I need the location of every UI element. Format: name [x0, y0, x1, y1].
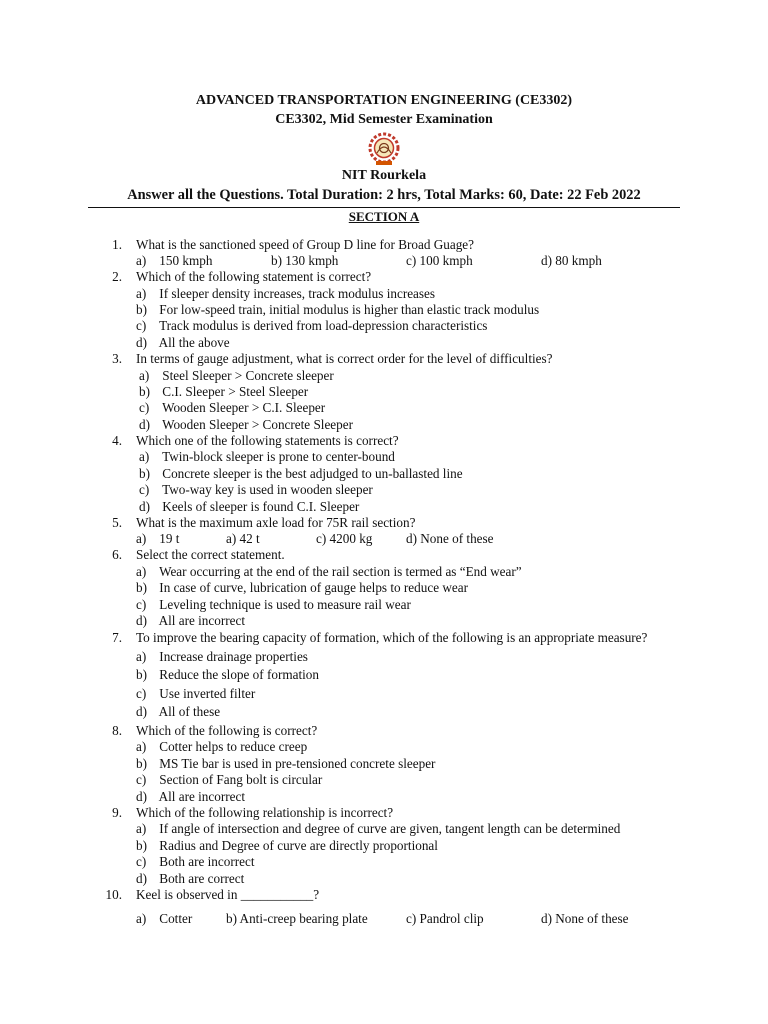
option: c) Track modulus is derived from load-depression characteristics: [136, 318, 488, 333]
option: b) For low-speed train, initial modulus is higher than elastic track modulus: [136, 302, 540, 317]
option: c) Both are incorrect: [136, 854, 255, 869]
option: b) 130 kmph: [271, 253, 339, 268]
option: d) All are incorrect: [136, 789, 245, 804]
question-number: 7.: [112, 630, 122, 645]
option: c) Wooden Sleeper > C.I. Sleeper: [139, 400, 326, 415]
question-text: What is the sanctioned speed of Group D line for Broad Guage?: [136, 237, 475, 252]
header-divider: [88, 207, 680, 208]
option: a) If angle of intersection and degree of curve are given, tangent length can be determined: [136, 821, 621, 836]
option: a) Cotter helps to reduce creep: [136, 739, 308, 754]
option: a) Cotter: [136, 911, 193, 926]
question-text: Select the correct statement.: [136, 547, 285, 562]
question-text: To improve the bearing capacity of formation, which of the following is an appropriate measure?: [136, 630, 648, 645]
question-number: 2.: [112, 269, 122, 284]
option: c) Two-way key is used in wooden sleeper: [139, 482, 373, 497]
option: a) If sleeper density increases, track modulus increases: [136, 286, 436, 301]
question-text: Which of the following statement is correct?: [136, 269, 372, 284]
option: c) Section of Fang bolt is circular: [136, 772, 323, 787]
option: b) Radius and Degree of curve are directly proportional: [136, 838, 438, 853]
question-text: In terms of gauge adjustment, what is correct order for the level of difficulties?: [136, 351, 553, 366]
option: c) Pandrol clip: [406, 911, 484, 926]
option: d) 80 kmph: [541, 253, 602, 268]
option: d) All of these: [136, 704, 221, 719]
question-text: Which of the following is correct?: [136, 723, 318, 738]
question-text: Which of the following relationship is incorrect?: [136, 805, 394, 820]
option: a) Twin-block sleeper is prone to center-bound: [139, 449, 395, 464]
question-number: 4.: [112, 433, 122, 448]
exam-title: CE3302, Mid Semester Examination: [275, 112, 493, 127]
option: d) Keels of sleeper is found C.I. Sleeper: [139, 499, 360, 514]
option: d) Wooden Sleeper > Concrete Sleeper: [139, 417, 353, 432]
question-number: 1.: [112, 237, 122, 252]
option: b) In case of curve, lubrication of gauge helps to reduce wear: [136, 580, 468, 595]
option: a) 150 kmph: [136, 253, 213, 268]
option: d) All are incorrect: [136, 613, 245, 628]
institute-name: NIT Rourkela: [341, 168, 427, 183]
option: c) 4200 kg: [316, 531, 373, 546]
option: a) Wear occurring at the end of the rail section is termed as “End wear”: [136, 564, 522, 579]
option: b) Concrete sleeper is the best adjudged to un-ballasted line: [139, 466, 463, 481]
option: d) None of these: [406, 531, 494, 546]
question-text: What is the maximum axle load for 75R rail section?: [136, 515, 416, 530]
option: a) 42 t: [226, 531, 260, 546]
option: b) C.I. Sleeper > Steel Sleeper: [139, 384, 309, 399]
institute-logo-icon: [364, 131, 404, 167]
question-number: 6.: [112, 547, 122, 562]
question-number: 10.: [105, 887, 122, 902]
question-text: Keel is observed in ___________?: [136, 887, 320, 902]
option: d) None of these: [541, 911, 629, 926]
section-label: SECTION A: [348, 209, 420, 224]
course-title: ADVANCED TRANSPORTATION ENGINEERING (CE3302): [195, 93, 573, 108]
option: c) Use inverted filter: [136, 686, 256, 701]
option: a) Increase drainage properties: [136, 649, 308, 664]
option: a) Steel Sleeper > Concrete sleeper: [139, 368, 334, 383]
option: b) Reduce the slope of formation: [136, 667, 319, 682]
question-text: Which one of the following statements is correct?: [136, 433, 399, 448]
question-number: 3.: [112, 351, 122, 366]
question-number: 8.: [112, 723, 122, 738]
option: c) Leveling technique is used to measure rail wear: [136, 597, 411, 612]
section-heading: [0, 209, 768, 225]
exam-instructions: Answer all the Questions. Total Duration: 2 hrs, Total Marks: 60, Date: 22 Feb 2022: [127, 187, 641, 203]
question-number: 5.: [112, 515, 122, 530]
option: a) 19 t: [136, 531, 180, 546]
option: c) 100 kmph: [406, 253, 473, 268]
option: d) All the above: [136, 335, 230, 350]
option: b) Anti-creep bearing plate: [226, 911, 368, 926]
question-number: 9.: [112, 805, 122, 820]
option: d) Both are correct: [136, 871, 245, 886]
option: b) MS Tie bar is used in pre-tensioned concrete sleeper: [136, 756, 436, 771]
